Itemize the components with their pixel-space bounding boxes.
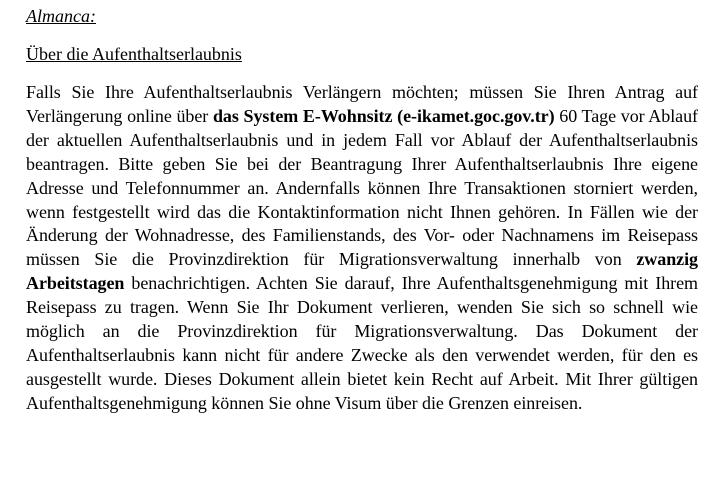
language-label: Almanca: — [26, 6, 96, 26]
section-title: Über die Aufenthaltserlaubnis — [26, 44, 242, 64]
body-paragraph — [26, 81, 698, 416]
paragraph-text-3: benachrichtigen. Achten Sie darauf, Ihre Aufenthaltsgenehmigung mit Ihrem Reisepass zu tragen. Wenn Sie Ihr Dokument verlieren, wenden Sie sich so schnell wie möglich an die Provinzdirektion für Migrationsverwaltung. Das Dokument der Aufenthaltserlaubnis kann nicht für andere Zwecke als den verwendet werden, für den es ausgestellt wurde. Dieses Dokument allein bietet kein Recht auf Arbeit. Mit Ihrer gültigen Aufenthaltsgenehmigung können Sie ohne Visum über die Grenzen einreisen. — [26, 273, 698, 413]
system-name-bold: das System E-Wohnsitz (e-ikamet.goc.gov.tr) — [212, 105, 555, 126]
document-page — [26, 4, 698, 416]
paragraph-text-2: 60 Tage vor Ablauf der aktuellen Aufenthaltserlaubnis und in jedem Fall vor Ablauf der Aufenthaltserlaubnis beantragen. Bitte geben Sie bei der Beantragung Ihrer Aufenthaltserlaubnis Ihre eigene Adresse und Telefonnummer an. Andernfalls können Ihre Transaktionen storniert werden, wenn festgestellt wird das die Kontaktinformation nicht Ihnen gehören. In Fällen wie der Änderung der Wohnadresse, des Familienstands, des Vor- oder Nachnamens im Reisepass müssen Sie die Provinzdirektion für Migrationsverwaltung innerhalb von — [26, 105, 698, 270]
deadline-bold: zwanzig Arbeitstagen — [26, 249, 698, 294]
paragraph-text-1: Falls Sie Ihre Aufenthaltserlaubnis Verlängern möchten; müssen Sie Ihren Antrag auf Verlängerung online über — [26, 82, 698, 126]
